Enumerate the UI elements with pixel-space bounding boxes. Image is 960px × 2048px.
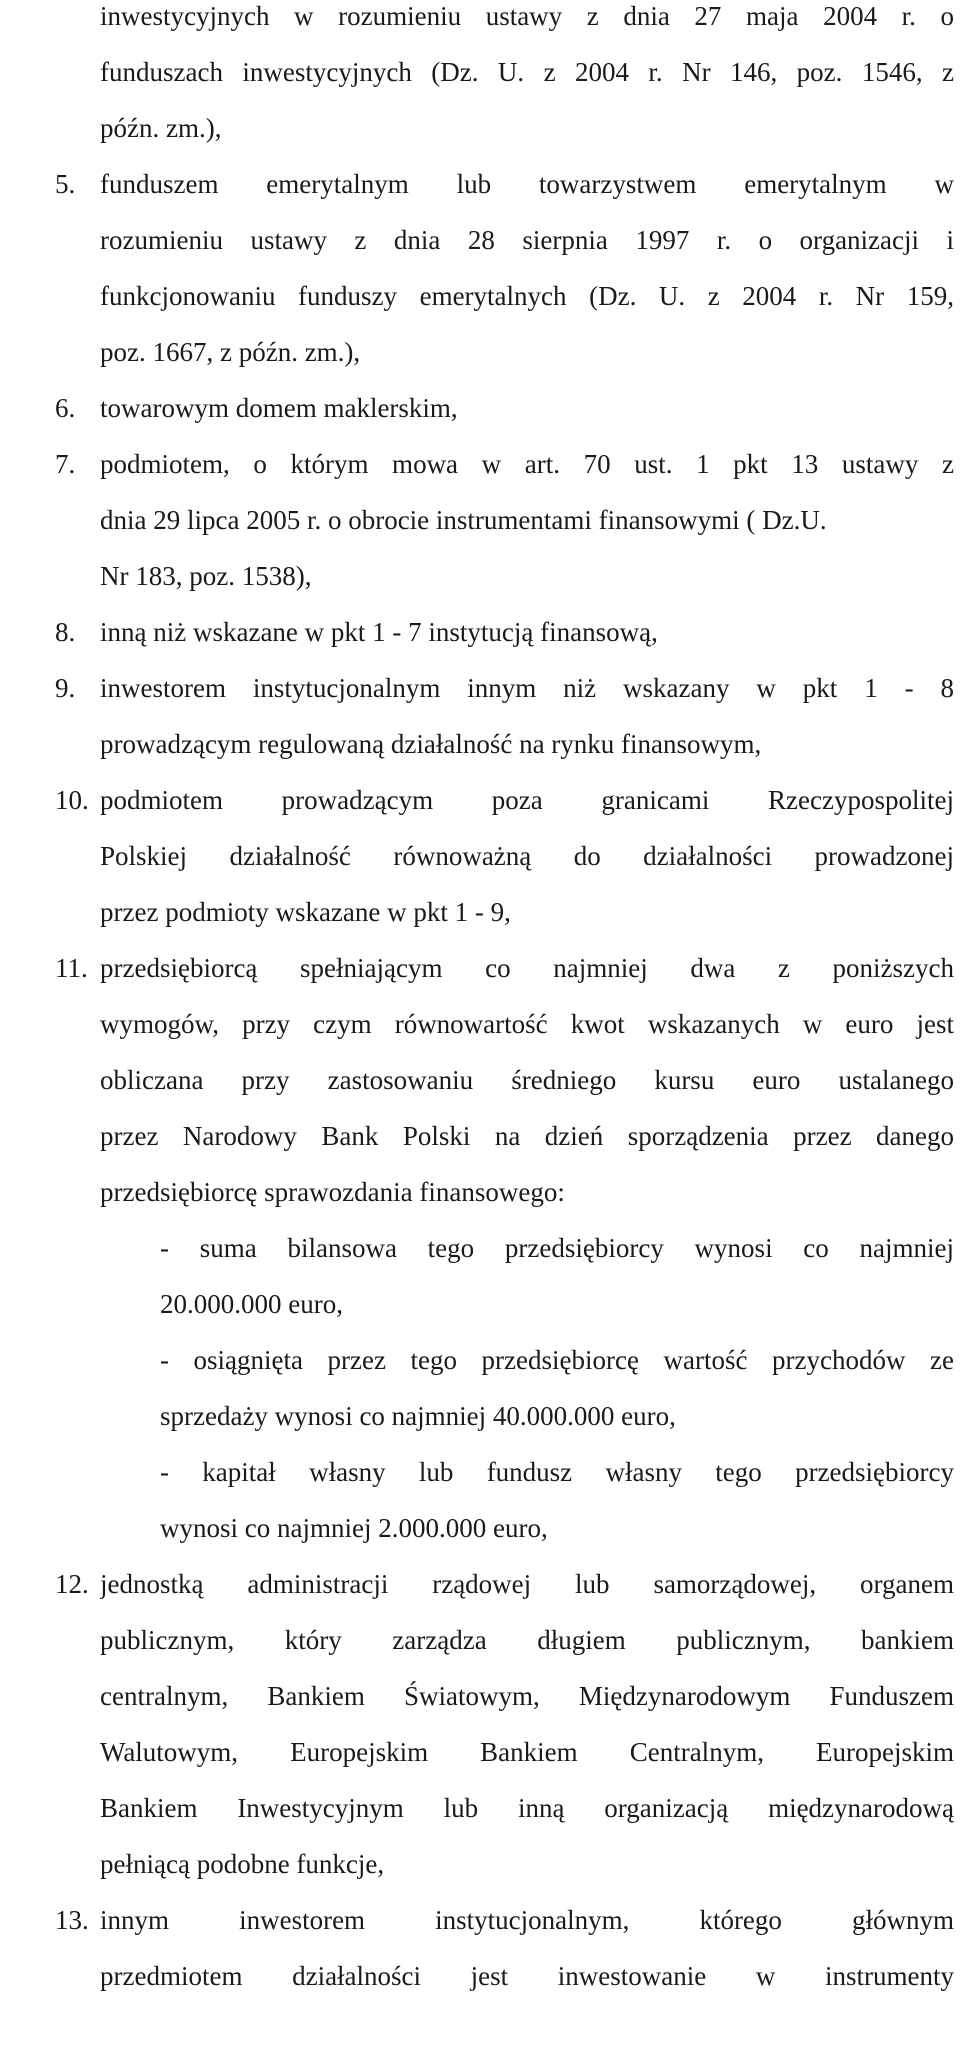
text-line: przez podmioty wskazane w pkt 1 - 9, bbox=[100, 897, 511, 927]
list-item-6 bbox=[55, 380, 954, 436]
text-line: - osiągnięta przez tego przedsiębiorcę wartość przychodów ze bbox=[160, 1345, 954, 1375]
text-line: funkcjonowaniu funduszy emerytalnych (Dz. U. z 2004 r. Nr 159, bbox=[100, 281, 954, 311]
text-line: wymogów, przy czym równowartość kwot wskazanych w euro jest bbox=[100, 1009, 954, 1039]
text-line: centralnym, Bankiem Światowym, Międzynarodowym Funduszem bbox=[100, 1681, 954, 1711]
item-number: 8. bbox=[55, 617, 76, 647]
text-line: - kapitał własny lub fundusz własny tego przedsiębiorcy bbox=[160, 1457, 954, 1487]
text-line: rozumieniu ustawy z dnia 28 sierpnia 1997 r. o organizacji i bbox=[100, 225, 954, 255]
text-line: towarowym domem maklerskim, bbox=[100, 393, 458, 423]
text-line: poz. 1667, z późn. zm.), bbox=[100, 337, 361, 367]
sub-item-2 bbox=[160, 1332, 954, 1444]
text-line: Bankiem Inwestycyjnym lub inną organizacją międzynarodową bbox=[100, 1793, 954, 1823]
text-line: - suma bilansowa tego przedsiębiorcy wynosi co najmniej bbox=[160, 1233, 954, 1263]
text-line: funduszem emerytalnym lub towarzystwem emerytalnym w bbox=[100, 169, 954, 199]
text-line: pełniącą podobne funkcje, bbox=[100, 1849, 385, 1879]
list-item-8 bbox=[55, 604, 954, 660]
list-item-9 bbox=[55, 660, 954, 772]
text-line: obliczana przy zastosowaniu średniego kursu euro ustalanego bbox=[100, 1065, 954, 1095]
text-line: prowadzącym regulowaną działalność na rynku finansowym, bbox=[100, 729, 762, 759]
item-number: 5. bbox=[55, 169, 76, 199]
text-line: inwestycyjnych w rozumieniu ustawy z dnia 27 maja 2004 r. o bbox=[100, 1, 954, 31]
text-line: jednostką administracji rządowej lub samorządowej, organem bbox=[100, 1569, 954, 1599]
sub-item-3 bbox=[160, 1444, 954, 1556]
text-line: przedmiotem działalności jest inwestowanie w instrumenty bbox=[100, 1961, 954, 1991]
list-item-13 bbox=[55, 1892, 954, 2004]
list-item-7 bbox=[55, 436, 954, 604]
text-line: wynosi co najmniej 2.000.000 euro, bbox=[160, 1513, 548, 1543]
text-line: Walutowym, Europejskim Bankiem Centralnym, Europejskim bbox=[100, 1737, 954, 1767]
text-line: podmiotem, o którym mowa w art. 70 ust. 1 pkt 13 ustawy z bbox=[100, 449, 954, 479]
text-line: inną niż wskazane w pkt 1 - 7 instytucją finansową, bbox=[100, 617, 658, 647]
text-line: przedsiębiorcą spełniającym co najmniej dwa z poniższych bbox=[100, 953, 954, 983]
text-line: przez Narodowy Bank Polski na dzień sporządzenia przez danego bbox=[100, 1121, 954, 1151]
item-number: 10. bbox=[55, 785, 89, 815]
list-item-12 bbox=[55, 1556, 954, 1892]
text-line: sprzedaży wynosi co najmniej 40.000.000 euro, bbox=[160, 1401, 676, 1431]
list-item-5 bbox=[55, 156, 954, 380]
sub-item-1 bbox=[160, 1220, 954, 1332]
item-number: 11. bbox=[55, 953, 88, 983]
item-number: 6. bbox=[55, 393, 76, 423]
item-number: 7. bbox=[55, 449, 76, 479]
item-number: 9. bbox=[55, 673, 76, 703]
text-line: Nr 183, poz. 1538), bbox=[100, 561, 312, 591]
text-line: publicznym, który zarządza długiem publicznym, bankiem bbox=[100, 1625, 954, 1655]
text-line: dnia 29 lipca 2005 r. o obrocie instrumentami finansowymi ( Dz.U. bbox=[100, 505, 827, 535]
item-number: 13. bbox=[55, 1905, 89, 1935]
text-line: Polskiej działalność równoważną do działalności prowadzonej bbox=[100, 841, 954, 871]
text-line: późn. zm.), bbox=[100, 113, 222, 143]
text-line: podmiotem prowadzącym poza granicami Rzeczypospolitej bbox=[100, 785, 954, 815]
list-item-11 bbox=[55, 940, 954, 1556]
text-line: 20.000.000 euro, bbox=[160, 1289, 343, 1319]
item-number: 12. bbox=[55, 1569, 89, 1599]
text-line: innym inwestorem instytucjonalnym, którego głównym bbox=[100, 1905, 954, 1935]
lead-paragraph bbox=[55, 0, 954, 156]
list-item-10 bbox=[55, 772, 954, 940]
text-line: funduszach inwestycyjnych (Dz. U. z 2004 r. Nr 146, poz. 1546, z bbox=[100, 57, 954, 87]
text-line: przedsiębiorcę sprawozdania finansowego: bbox=[100, 1177, 565, 1207]
text-line: inwestorem instytucjonalnym innym niż wskazany w pkt 1 - 8 bbox=[100, 673, 954, 703]
